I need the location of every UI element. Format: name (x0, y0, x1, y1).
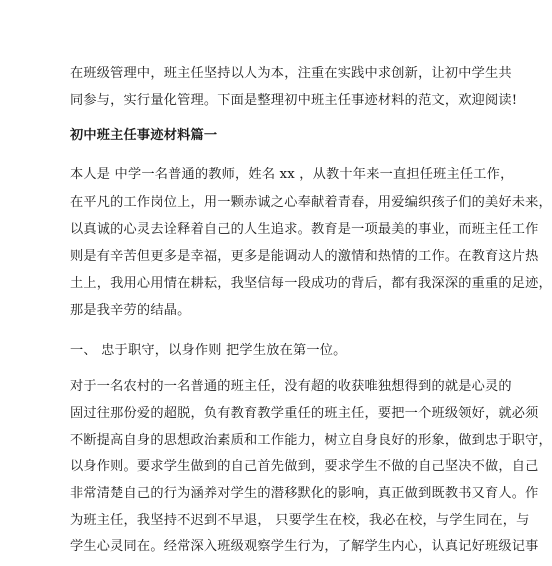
paragraph-line: 固过往那份爱的超脱，负有教育教学重任的班主任，要把一个班级领好，就必须 (70, 406, 539, 421)
intro-line: 同参与，实行量化管理。下面是整理初中班主任事迹材料的范文，欢迎阅读! (70, 93, 518, 108)
paragraph-line: 为班主任，我坚持不迟到不早退， 只要学生在校，我必在校，与学生同在，与 (70, 513, 530, 528)
point-heading: 一、 忠于职守，以身作则 把学生放在第一位。 (70, 343, 347, 358)
paragraph-line: 则是有辛苦但更多是幸福，更多是能调动人的激情和热情的工作。在教育这片热 (70, 249, 539, 264)
intro-line: 在班级管理中，班主任坚持以人为本，注重在实践中求创新，让初中学生共 (70, 66, 512, 81)
paragraph-line: 非常清楚自己的行为涵养对学生的潜移默化的影响，真正做到既教书又育人。作 (70, 486, 539, 501)
paragraph-line: 在平凡的工作岗位上，用一颗赤诚之心奉献着青春，用爱编织孩子们的美好未来， (70, 195, 552, 210)
paragraph-line: 学生心灵同在。经常深入班级观察学生行为，了解学生内心，认真记好班级记事 (70, 539, 539, 554)
paragraph-line: 对于一名农村的一名普通的班主任，没有超的收获唯独想得到的就是心灵的 (70, 379, 512, 394)
section-heading: 初中班主任事迹材料篇一 (70, 128, 218, 143)
paragraph-line: 以真诚的心灵去诠释着自己的人生追求。教育是一项最美的事业，而班主任工作 (70, 222, 539, 237)
paragraph-line: 以身作则。要求学生做到的自己首先做到，要求学生不做的自己坚决不做，自己 (70, 459, 539, 474)
paragraph-line: 那是我辛劳的结晶。 (70, 303, 191, 318)
paragraph-line: 本人是 中学一名普通的教师，姓名 xx ，从教十年来一直担任班主任工作， (70, 167, 514, 182)
paragraph-line: 不断提高自身的思想政治素质和工作能力，树立自身良好的形象，做到忠于职守， (70, 433, 552, 448)
paragraph-line: 土上，我用心用情在耕耘，我坚信每一段成功的背后，都有我深深的重重的足迹， (70, 276, 552, 291)
